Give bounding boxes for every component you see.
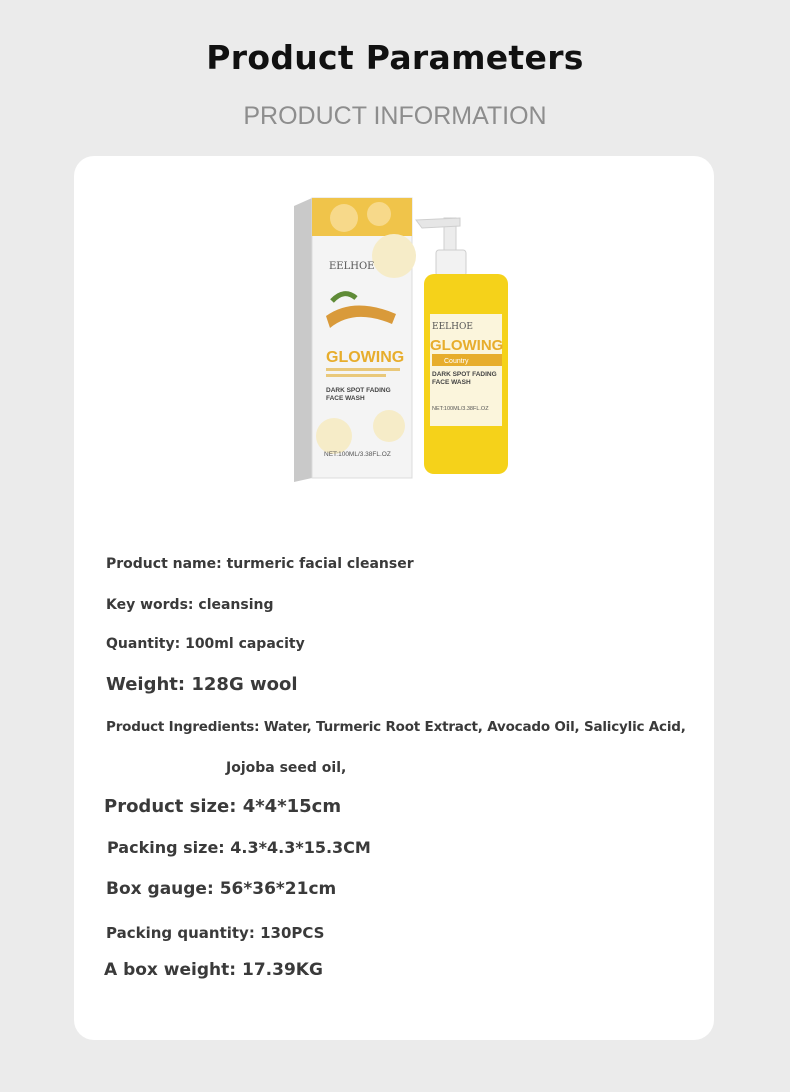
bottle-sub: Country <box>444 358 469 365</box>
page-title: Product Parameters <box>206 38 584 77</box>
spec-packing-size: Packing size: 4.3*4.3*15.3CM <box>107 838 371 857</box>
spec-weight: Weight: 128G wool <box>106 674 298 695</box>
box-brand: EELHOE <box>329 261 375 272</box>
spec-quantity: Quantity: 100ml capacity <box>106 636 305 652</box>
spec-ingredients-continuation: Jojoba seed oil, <box>226 760 347 776</box>
spec-box-gauge: Box gauge: 56*36*21cm <box>106 879 337 899</box>
bottle-desc-line2: FACE WASH <box>432 379 471 386</box>
product-bottle <box>416 218 508 474</box>
bottle-brand: EELHOE <box>432 322 473 332</box>
bottle-headline: GLOWING <box>430 337 504 354</box>
box-net-volume: NET:100ML/3.38FL.OZ <box>324 451 391 458</box>
box-desc-line1: DARK SPOT FADING <box>326 387 391 394</box>
page-subtitle: PRODUCT INFORMATION <box>243 102 547 130</box>
box-desc-line2: FACE WASH <box>326 395 365 402</box>
spec-ingredients: Product Ingredients: Water, Turmeric Root Extract, Avocado Oil, Salicylic Acid, <box>106 719 686 735</box>
spec-product-name: Product name: turmeric facial cleanser <box>106 556 414 572</box>
spec-packing-quantity: Packing quantity: 130PCS <box>106 924 325 942</box>
cleanser-bottle-and-box-illustration <box>284 196 524 486</box>
bottle-desc-line1: DARK SPOT FADING <box>432 371 497 378</box>
spec-key-words: Key words: cleansing <box>106 597 274 613</box>
spec-box-weight: A box weight: 17.39KG <box>104 960 323 980</box>
bottle-net-volume: NET:100ML/3.38FL.OZ <box>432 406 489 412</box>
box-headline: GLOWING <box>326 349 405 366</box>
spec-product-size: Product size: 4*4*15cm <box>104 796 342 817</box>
product-info-card <box>74 156 714 1040</box>
product-box <box>294 198 416 482</box>
